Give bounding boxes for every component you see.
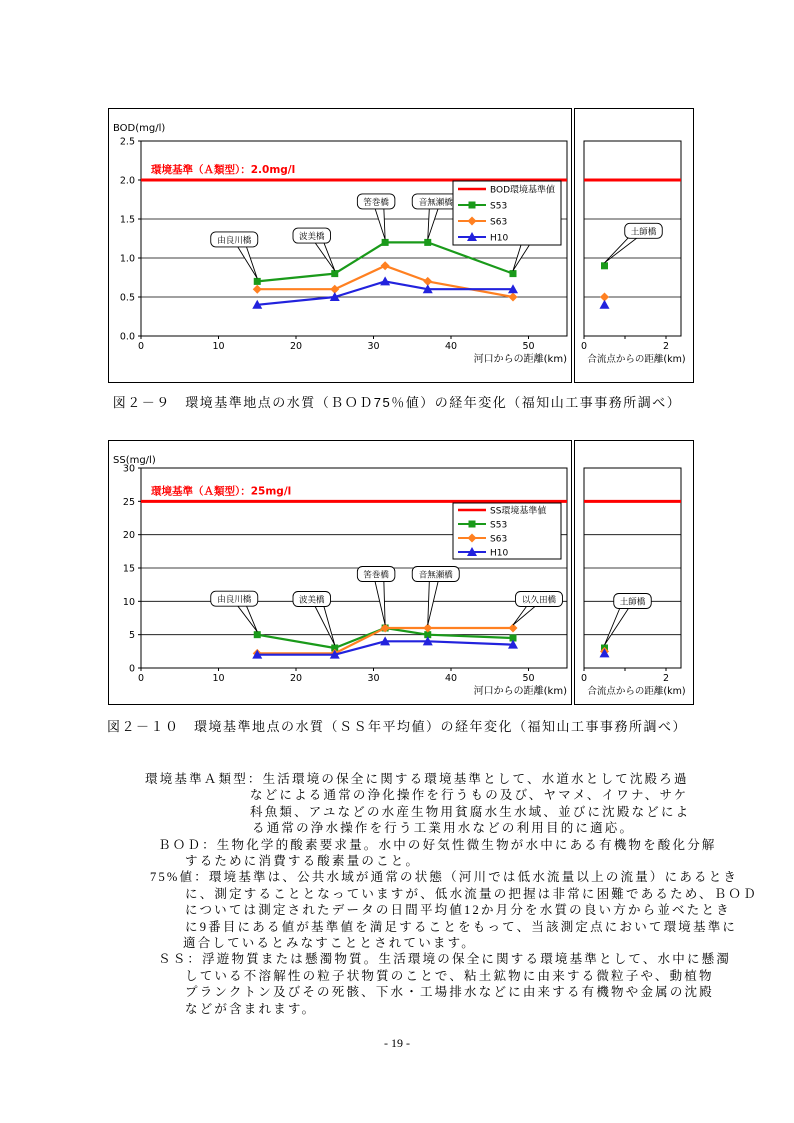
bod-tributary-chart — [574, 108, 694, 383]
chart-text: 波美橋 — [298, 232, 325, 243]
chart-text: 0 — [580, 341, 588, 352]
chart-text: S63 — [490, 217, 508, 228]
chart-text: 環境基準（Ａ類型）：25mg/l — [151, 485, 292, 498]
note-line: に、測定することとなっていますが、低水流量の把握は非常に困難であるため、ＢＯＤ — [185, 886, 758, 901]
note-line: ＢＯＤ：生物化学的酸素要求量。水中の好気性微生物が水中にある有機物を酸化分解 — [158, 837, 717, 852]
data-point — [469, 202, 476, 209]
chart-text: 由良川橋 — [217, 235, 252, 246]
note-line: などによる通常の浄化操作を行うもの及び、ヤマメ、イワナ、サケ — [250, 788, 689, 803]
chart-text: 由良川橋 — [217, 595, 252, 606]
chart-text: 10 — [212, 673, 225, 684]
chart-text: 10 — [212, 341, 225, 352]
chart-text: 2 — [662, 341, 670, 352]
chart-text: 音無瀬橋 — [418, 570, 453, 581]
note-line: 環境基準Ａ類型：生活環境の保全に関する環境基準として、水道水として沈殿ろ過 — [145, 772, 689, 786]
data-point — [510, 270, 517, 277]
chart-text: 筈巻橋 — [363, 570, 389, 581]
note-line: については測定されたデータの日間平均値12か月分を水質の良い方から並べたとき — [185, 903, 731, 918]
note-line: に9番目にある値が基準値を満足することをもって、当該測定点において環境基準に — [185, 919, 738, 934]
note-line: するために消費する酸素量のこと。 — [185, 854, 421, 869]
note-line: ＳＳ：浮遊物質または懸濁物質。生活環境の保全に関する環境基準として、水中に懸濁 — [158, 952, 732, 967]
data-point — [382, 239, 389, 246]
data-point — [601, 262, 608, 269]
chart-text: 0 — [137, 673, 145, 684]
chart-text: 2 — [662, 673, 670, 684]
chart-text: 環境基準（Ａ類型）：2.0mg/l — [151, 164, 296, 176]
chart-text: SS(mg/l) — [113, 455, 156, 466]
chart-text: 25 — [122, 496, 135, 508]
chart-text: 0 — [128, 663, 135, 675]
chart-text: 30 — [367, 673, 380, 684]
chart-text: 30 — [122, 463, 135, 475]
chart-text: S53 — [490, 201, 508, 212]
bod-distance-chart — [108, 108, 572, 383]
chart-text: 土師橋 — [619, 597, 646, 608]
legend — [453, 503, 561, 559]
chart-text: H10 — [490, 548, 509, 559]
chart-text: 20 — [289, 673, 303, 684]
figure-caption-bod: 図２－９ 環境基準地点の水質（ＢＯＤ75％値）の経年変化（福知山工事事務所調べ） — [112, 395, 682, 410]
data-point — [254, 278, 261, 285]
chart-text: 土師橋 — [630, 227, 657, 238]
chart-text: 20 — [289, 341, 303, 352]
chart-text: BOD(mg/l) — [113, 123, 166, 134]
chart-text: 50 — [522, 341, 535, 352]
chart-text: 波美橋 — [298, 595, 325, 606]
note-line: る通常の浄水操作を行う工業用水などの利用目的に適応。 — [252, 821, 635, 836]
chart-text: 1.5 — [119, 214, 135, 226]
notes-block — [145, 771, 758, 1017]
chart-text: BOD環境基準値 — [490, 185, 556, 196]
data-point — [254, 631, 261, 638]
chart-text: 0.0 — [119, 331, 135, 343]
chart-text: 合流点からの距離(km) — [587, 686, 686, 697]
chart-text: 0 — [580, 673, 588, 684]
chart-BOD(mg/l) — [113, 123, 567, 365]
chart-text: 15 — [122, 563, 135, 575]
note-line: している不溶解性の粒子状物質のことで、粘土鉱物に由来する微粒子や、動植物 — [185, 968, 714, 983]
chart-text: 以久田橋 — [521, 595, 557, 606]
chart-text: S53 — [490, 520, 508, 531]
chart-text: SS環境基準値 — [490, 506, 547, 517]
chart-text: 筈巻橋 — [363, 197, 389, 208]
legend — [453, 181, 561, 245]
chart-text: 河口からの距離(km) — [473, 686, 567, 697]
page-number: - 19 - — [384, 1036, 410, 1050]
chart-text: 50 — [522, 673, 535, 684]
series-S53 — [601, 262, 608, 269]
chart-text: 合流点からの距離(km) — [587, 354, 686, 365]
chart-text: 40 — [444, 341, 458, 352]
chart-text: 40 — [444, 673, 458, 684]
chart-text: 1.0 — [119, 253, 135, 265]
note-line: などが含まれます。 — [185, 1001, 317, 1016]
data-point — [424, 239, 431, 246]
note-line: 科魚類、アユなどの水産生物用貧腐水生水域、並びに沈殿などによ — [250, 804, 691, 819]
chart-text: 0 — [137, 341, 145, 352]
ss-tributary-chart — [574, 440, 694, 705]
chart-text: 10 — [122, 596, 135, 608]
chart-text: 河口からの距離(km) — [473, 354, 567, 365]
chart- — [581, 468, 686, 697]
chart-text: 2.5 — [119, 136, 135, 148]
chart-text: 5 — [128, 630, 135, 642]
chart-text: S63 — [490, 534, 508, 545]
chart-text: 音無瀬橋 — [418, 197, 453, 208]
ss-distance-chart — [108, 440, 572, 705]
note-line: 75%値：環境基準は、公共水域が通常の状態（河川では低水流量以上の流量）にあるとき — [150, 870, 739, 885]
note-line: 適合しているとみなすこととされています。 — [183, 936, 477, 951]
note-line: プランクトン及びその死骸、下水・工場排水などに由来する有機物や金属の沈殿 — [185, 985, 714, 1000]
chart-text: 30 — [367, 341, 380, 352]
data-point — [469, 521, 476, 528]
chart-text: 20 — [122, 530, 135, 542]
chart-text: 2.0 — [119, 175, 135, 187]
data-point — [331, 270, 338, 277]
chart-text: 0.5 — [119, 292, 135, 304]
chart- — [581, 141, 686, 365]
chart-SS(mg/l) — [113, 455, 567, 697]
figure-caption-ss: 図２－１０ 環境基準地点の水質（ＳＳ年平均値）の経年変化（福知山工事事務所調べ） — [106, 719, 687, 734]
chart-text: H10 — [490, 233, 509, 244]
